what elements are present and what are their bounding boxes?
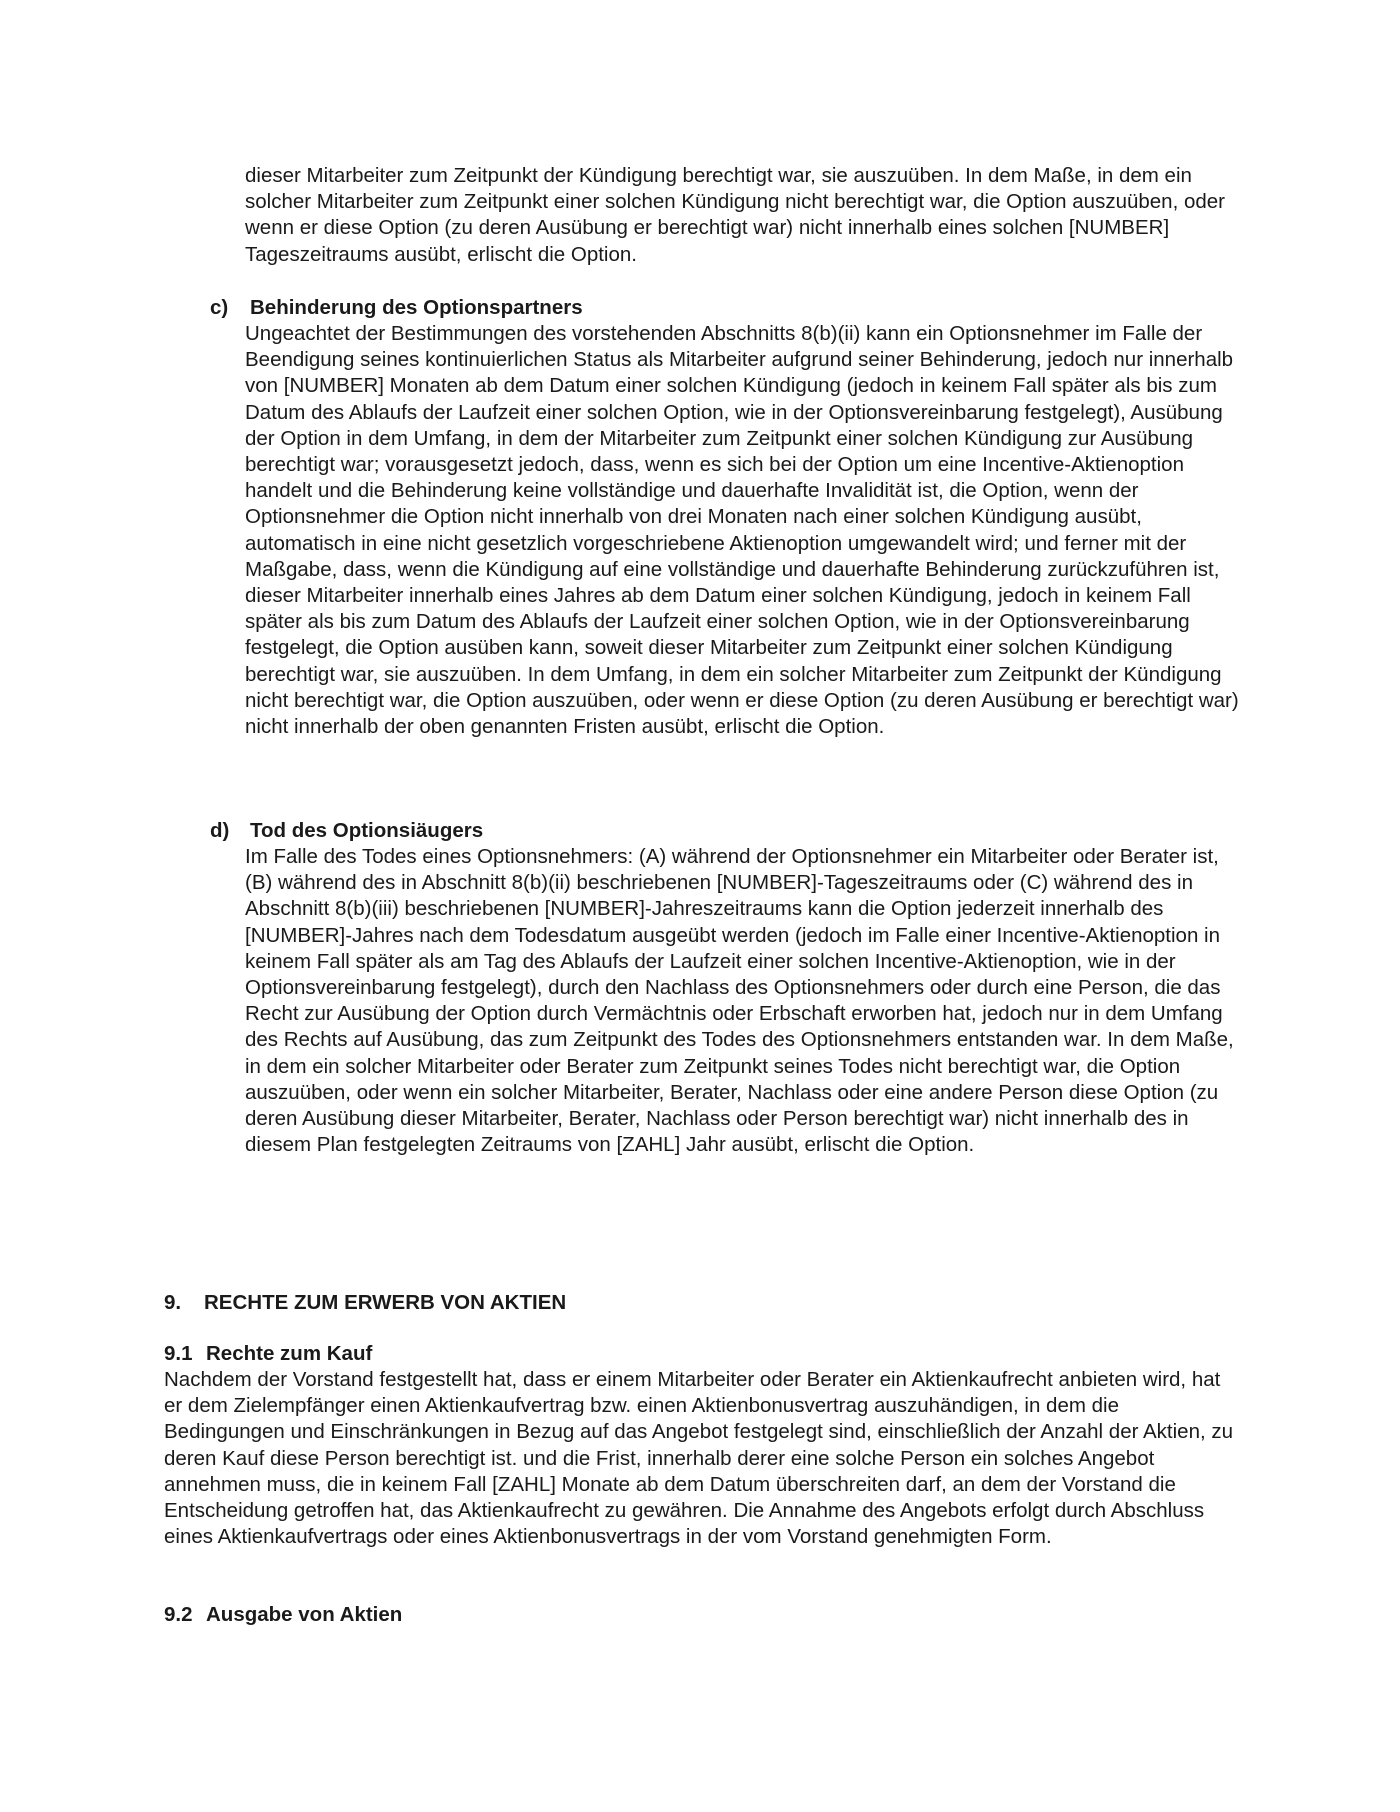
section-c-title: Behinderung des Optionspartners — [250, 296, 583, 319]
section-9-1-body: Nachdem der Vorstand festgestellt hat, dass er einem Mitarbeiter oder Berater ein Aktienkaufrecht anbieten wird, hat er dem Zielempfänger einen Aktienkaufvertrag bzw. einen Aktienbonusvertrag auszuhändigen, in dem die Bedingungen und Einschränkungen in Bezug auf das Angebot festgelegt sind, einschließlich der Anzahl der Aktien, zu deren Kauf diese Person berechtigt ist. und die Frist, innerhalb derer eine solche Person ein solches Angebot annehmen muss, die in keinem Fall [ZAHL] Monate ab dem Datum überschreiten darf, an dem der Vorstand die Entscheidung getroffen hat, das Aktienkaufrecht zu gewähren. Die Annahme des Angebots erfolgt durch Abschluss eines Aktienkaufvertrags oder eines Aktienbonusvertrags in der vom Vorstand genehmigten Form. — [164, 1368, 1234, 1549]
section-9-title: RECHTE ZUM ERWERB VON AKTIEN — [204, 1291, 567, 1314]
section-c-heading — [210, 295, 583, 321]
section-d-body: Im Falle des Todes eines Optionsnehmers: (A) während der Optionsnehmer ein Mitarbeiter oder Berater ist, (B) während des in Abschnitt 8(b)(ii) beschriebenen [NUMBER]-Tageszeitraums oder (C) während des in Abschnitt 8(b)(iii) beschriebenen [NUMBER]-Jahreszeitraums kann die Option jederzeit innerhalb des [NUMBER]-Jahres nach dem Todesdatum ausgeübt werden (jedoch im Falle einer Incentive-Aktienoption in keinem Fall später als am Tag des Ablaufs der Laufzeit einer solchen Incentive-Aktienoption, wie in der Optionsvereinbarung festgelegt), durch den Nachlass des Optionsnehmers oder durch eine Person, die das Recht zur Ausübung der Option durch Vermächtnis oder Erbschaft erworben hat, jedoch nur in dem Umfang des Rechts auf Ausübung, das zum Zeitpunkt des Todes des Optionsnehmers entstanden war. In dem Maße, in dem ein solcher Mitarbeiter oder Berater zum Zeitpunkt seines Todes nicht berechtigt war, die Option auszuüben, oder wenn ein solcher Mitarbeiter, Berater, Nachlass oder eine andere Person diese Option (zu deren Ausübung dieser Mitarbeiter, Berater, Nachlass oder Person berechtigt war) nicht innerhalb des in diesem Plan festgelegten Zeitraums von [ZAHL] Jahr ausübt, erlischt die Option. — [245, 845, 1234, 1157]
section-9-2-number: 9.2 — [164, 1603, 193, 1626]
section-9-1-title: Rechte zum Kauf — [206, 1342, 373, 1365]
section-9-2-title: Ausgabe von Aktien — [206, 1603, 403, 1626]
section-9-number: 9. — [164, 1291, 182, 1314]
section-9-1-heading — [164, 1341, 372, 1367]
section-d-heading — [210, 818, 483, 844]
section-9-heading — [164, 1290, 566, 1316]
section-9-2-heading — [164, 1602, 402, 1628]
section-9-1-number: 9.1 — [164, 1342, 193, 1365]
section-c-body: Ungeachtet der Bestimmungen des vorstehenden Abschnitts 8(b)(ii) kann ein Optionsnehmer im Falle der Beendigung seines kontinuierlichen Status als Mitarbeiter aufgrund seiner Behinderung, jedoch nur innerhalb von [NUMBER] Monaten ab dem Datum einer solchen Kündigung (jedoch in keinem Fall später als bis zum Datum des Ablaufs der Laufzeit einer solchen Option, wie in der Optionsvereinbarung festgelegt), Ausübung der Option in dem Umfang, in dem der Mitarbeiter zum Zeitpunkt einer solchen Kündigung zur Ausübung berechtigt war; vorausgesetzt jedoch, dass, wenn es sich bei der Option um eine Incentive-Aktienoption handelt und die Behinderung keine vollständige und dauerhafte Invalidität ist, die Option, wenn der Optionsnehmer die Option nicht innerhalb von drei Monaten nach einer solchen Kündigung ausübt, automatisch in eine nicht gesetzlich vorgeschriebene Aktienoption umgewandelt wird; und ferner mit der Maßgabe, dass, wenn die Kündigung auf eine vollständige und dauerhafte Behinderung zurückzuführen ist, dieser Mitarbeiter innerhalb eines Jahres ab dem Datum einer solchen Kündigung, jedoch in keinem Fall später als bis zum Datum des Ablaufs der Laufzeit einer solchen Option, wie in der Optionsvereinbarung festgelegt, die Option ausüben kann, soweit dieser Mitarbeiter zum Zeitpunkt einer solchen Kündigung berechtigt war, sie auszuüben. In dem Umfang, in dem ein solcher Mitarbeiter zum Zeitpunkt der Kündigung nicht berechtigt war, die Option auszuüben, oder wenn er diese Option (zu deren Ausübung er berechtigt war) nicht innerhalb der oben genannten Fristen ausübt, erlischt die Option. — [245, 322, 1239, 739]
section-d-marker: d) — [210, 819, 230, 842]
continuation-paragraph: dieser Mitarbeiter zum Zeitpunkt der Kündigung berechtigt war, sie auszuüben. In dem Maße, in dem ein solcher Mitarbeiter zum Zeitpunkt einer solchen Kündigung nicht berechtigt war, die Option auszuüben, oder wenn er diese Option (zu deren Ausübung er berechtigt war) nicht innerhalb eines solchen [NUMBER] Tageszeitraums ausübt, erlischt die Option. — [245, 164, 1226, 266]
section-d-title: Tod des Optionsiäugers — [250, 819, 484, 842]
section-c-marker: c) — [210, 296, 229, 319]
